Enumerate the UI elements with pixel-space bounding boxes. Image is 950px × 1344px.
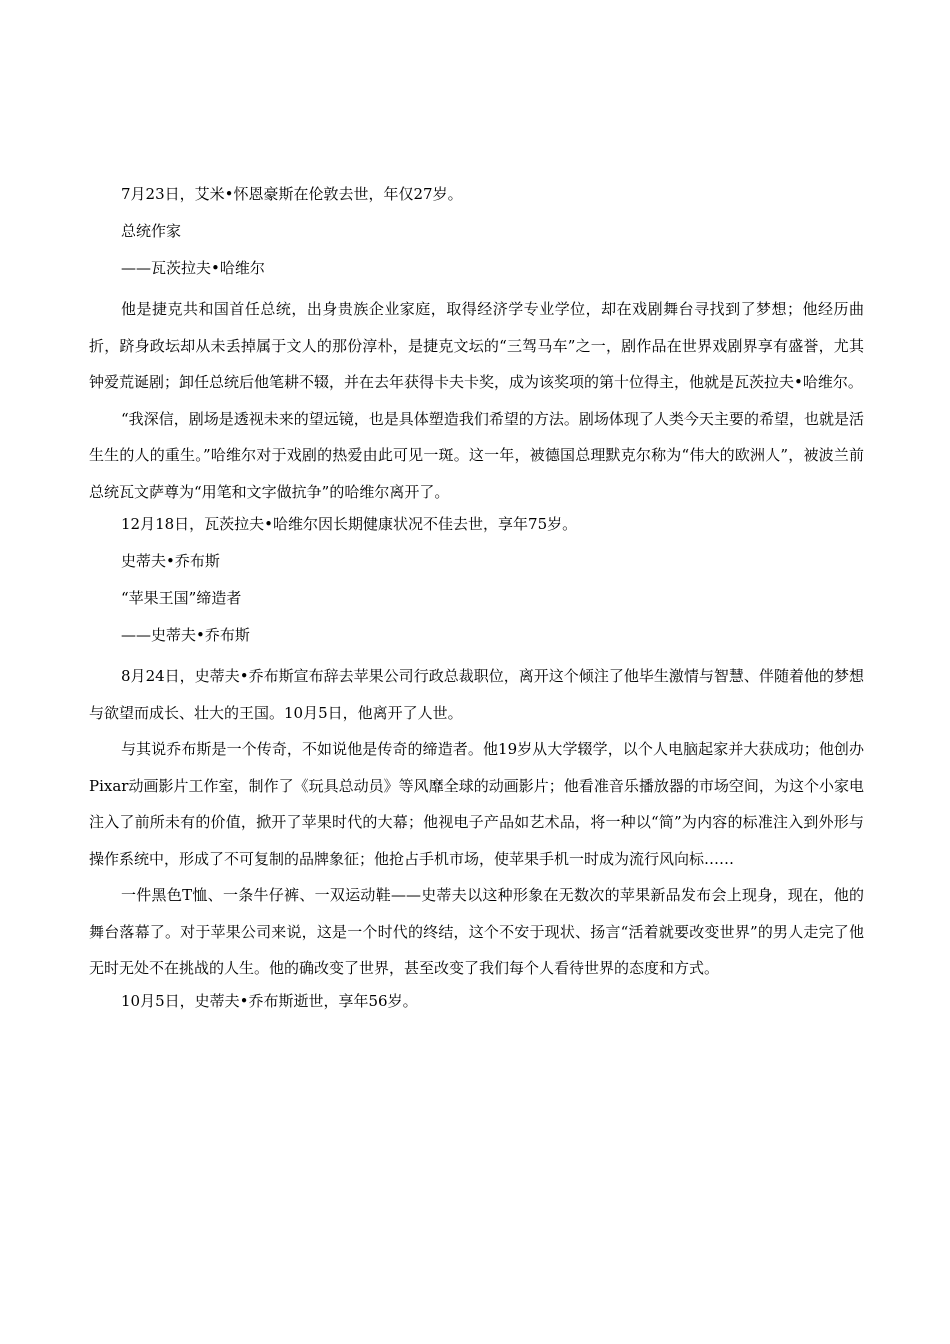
section-heading-president-writer: 总统作家 [121, 222, 182, 240]
paragraph-havel-bio: 他是捷克共和国首任总统，出身贵族企业家庭，取得经济学专业学位，却在戏剧舞台寻找到了梦想；他经历曲折，跻身政坛却从未丢掉属于文人的那份淳朴，是捷克文坛的“三驾马车”之一，剧作品在世界戏剧界享有盛誉，尤其钟爱荒诞剧；卸任总统后他笔耕不辍，并在去年获得卡夫卡奖，成为该奖项的第十位得主，他就是瓦茨拉夫•哈维尔。 [89, 300, 864, 391]
paragraph-jobs-death: 10月5日，史蒂夫•乔布斯逝世，享年56岁。 [121, 991, 418, 1010]
paragraph-amy-death: 7月23日，艾米•怀恩豪斯在伦敦去世，年仅27岁。 [121, 185, 463, 203]
section-subheading-apple-kingdom: “苹果王国”缔造者 [121, 589, 242, 607]
section-heading-jobs: 史蒂夫•乔布斯 [121, 552, 220, 570]
section-subheading-jobs-name: ——史蒂夫•乔布斯 [121, 626, 250, 644]
document-body [89, 180, 864, 1024]
paragraph-havel-quote: “我深信，剧场是透视未来的望远镜，也是具体塑造我们希望的方法。剧场体现了人类今天主要的希望，也就是活生生的人的重生。”哈维尔对于戏剧的热爱由此可见一斑。这一年，被德国总理默克尔称为“伟大的欧洲人”，被波兰前总统瓦文萨尊为“用笔和文字做抗争”的哈维尔离开了。 [89, 409, 864, 501]
paragraph-jobs-resign: 8月24日，史蒂夫•乔布斯宣布辞去苹果公司行政总裁职位，离开这个倾注了他毕生激情与智慧、伴随着他的梦想与欲望而成长、壮大的王国。10月5日，他离开了人世。 [89, 667, 864, 722]
paragraph-havel-death: 12月18日，瓦茨拉夫•哈维尔因长期健康状况不佳去世，享年75岁。 [121, 515, 578, 533]
paragraph-jobs-legend: 与其说乔布斯是一个传奇，不如说他是传奇的缔造者。他19岁从大学辍学，以个人电脑起家并大获成功；他创办Pixar动画影片工作室，制作了《玩具总动员》等风靡全球的动画影片；他看准音乐播放器的市场空间，为这个小家电注入了前所未有的价值，掀开了苹果时代的大幕；他视电子产品如艺术品，将一种以“简”为内容的标准注入到外形与操作系统中，形成了不可复制的品牌象征；他抢占手机市场，使苹果手机一时成为流行风向标…… [89, 740, 864, 868]
section-subheading-havel: ——瓦茨拉夫•哈维尔 [121, 259, 265, 277]
paragraph-jobs-tshirt: 一件黑色T恤、一条牛仔裤、一双运动鞋——史蒂夫以这种形象在无数次的苹果新品发布会上现身，现在，他的舞台落幕了。对于苹果公司来说，这是一个时代的终结，这个不安于现状、扬言“活着就要改变世界”的男人走完了他无时无处不在挑战的人生。他的确改变了世界，甚至改变了我们每个人看待世界的态度和方式。 [89, 886, 864, 977]
